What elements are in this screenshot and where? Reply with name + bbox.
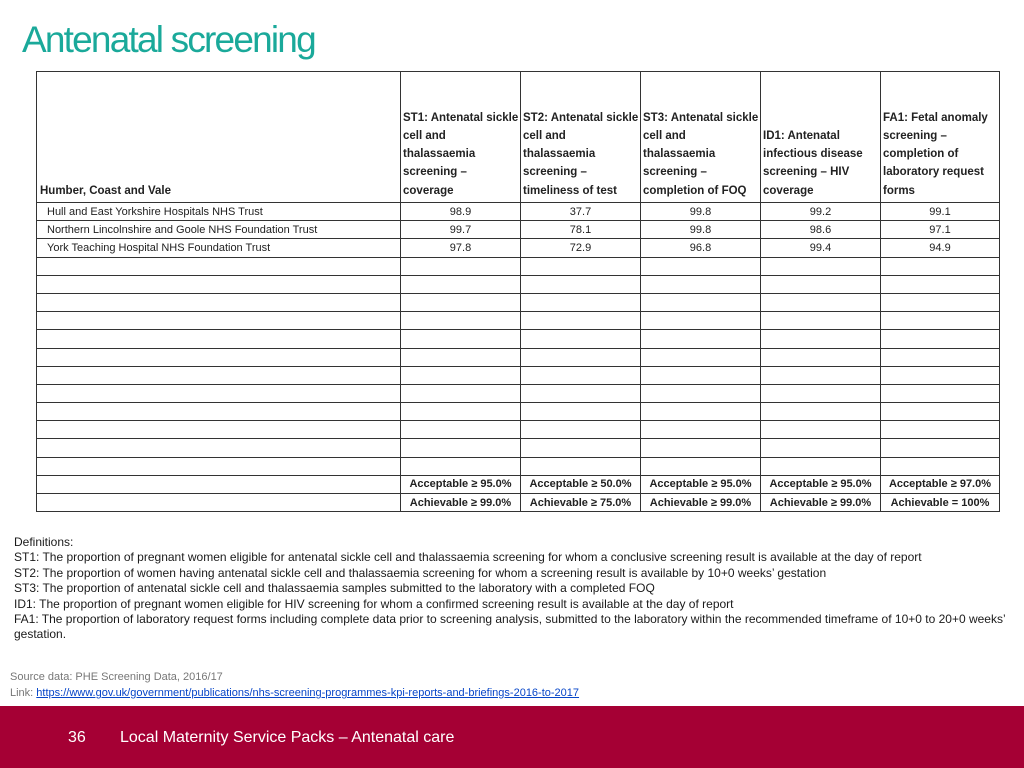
empty-row — [37, 348, 1000, 366]
acceptable-st2: Acceptable ≥ 50.0% — [521, 475, 641, 493]
fa1-value: 94.9 — [881, 239, 1000, 257]
column-header-st2: ST2: Antenatal sickle cell and thalassaemia screening – timeliness of test — [521, 72, 641, 203]
st1-value: 98.9 — [401, 203, 521, 221]
st2-value: 37.7 — [521, 203, 641, 221]
trust-name: Hull and East Yorkshire Hospitals NHS Trust — [37, 203, 401, 221]
table-row — [37, 239, 1000, 257]
achievable-threshold-row — [37, 494, 1000, 512]
achievable-fa1: Achievable = 100% — [881, 494, 1000, 512]
st2-value: 78.1 — [521, 221, 641, 239]
table-row — [37, 221, 1000, 239]
definitions — [14, 535, 1014, 643]
st3-value: 99.8 — [641, 203, 761, 221]
definition-st2: ST2: The proportion of women having antenatal sickle cell and thalassaemia screening for whom a screening result is available by 10+0 weeks’ gestation — [14, 565, 827, 580]
column-header-fa1: FA1: Fetal anomaly screening – completion of laboratory request forms — [881, 72, 1000, 203]
acceptable-st3: Acceptable ≥ 95.0% — [641, 475, 761, 493]
achievable-st3: Achievable ≥ 99.0% — [641, 494, 761, 512]
footer-bar — [0, 706, 1024, 768]
source-link[interactable]: https://www.gov.uk/government/publications/nhs-screening-programmes-kpi-reports-and-briefings-2016-to-2017 — [36, 687, 580, 699]
empty-row — [37, 257, 1000, 275]
definition-st3: ST3: The proportion of antenatal sickle cell and thalassaemia samples submitted to the laboratory with a completed FOQ — [14, 581, 655, 596]
fa1-value: 97.1 — [881, 221, 1000, 239]
empty-row — [37, 439, 1000, 457]
definition-st1: ST1: The proportion of pregnant women eligible for antenatal sickle cell and thalassaemia screening for whom a conclusive screening result is available at the day of report — [14, 550, 922, 565]
empty-row — [37, 457, 1000, 475]
empty-row — [37, 312, 1000, 330]
achievable-id1: Achievable ≥ 99.0% — [761, 494, 881, 512]
region-header: Humber, Coast and Vale — [37, 72, 401, 203]
kpi-table — [36, 71, 1000, 512]
trust-name: York Teaching Hospital NHS Foundation Trust — [37, 239, 401, 257]
acceptable-st1: Acceptable ≥ 95.0% — [401, 475, 521, 493]
fa1-value: 99.1 — [881, 203, 1000, 221]
st3-value: 99.8 — [641, 221, 761, 239]
st1-value: 99.7 — [401, 221, 521, 239]
trust-name: Northern Lincolnshire and Goole NHS Foundation Trust — [37, 221, 401, 239]
id1-value: 99.4 — [761, 239, 881, 257]
empty-row — [37, 293, 1000, 311]
footer-title: Local Maternity Service Packs – Antenatal care — [120, 729, 455, 746]
empty-row — [37, 384, 1000, 402]
link-label: Link: — [10, 687, 37, 699]
empty-row — [37, 403, 1000, 421]
column-header-st1: ST1: Antenatal sickle cell and thalassaemia screening – coverage — [401, 72, 521, 203]
st3-value: 96.8 — [641, 239, 761, 257]
source-block — [10, 669, 579, 701]
definition-id1: ID1: The proportion of pregnant women eligible for HIV screening for whom a confirmed screening result is available at the day of report — [14, 596, 734, 611]
source-text: Source data: PHE Screening Data, 2016/17 — [10, 671, 223, 683]
definitions-heading: Definitions: — [14, 535, 74, 549]
st2-value: 72.9 — [521, 239, 641, 257]
table-row — [37, 203, 1000, 221]
acceptable-threshold-row — [37, 475, 1000, 493]
acceptable-fa1: Acceptable ≥ 97.0% — [881, 475, 1000, 493]
id1-value: 99.2 — [761, 203, 881, 221]
achievable-st2: Achievable ≥ 75.0% — [521, 494, 641, 512]
definition-fa1: FA1: The proportion of laboratory request forms including complete data prior to screening analysis, submitted to the laboratory within the recommended timeframe of 10+0 to 20+0 weeks’ gestation. — [14, 612, 1006, 642]
acceptable-id1: Acceptable ≥ 95.0% — [761, 475, 881, 493]
empty-row — [37, 421, 1000, 439]
source-link-line — [10, 685, 579, 701]
empty-row — [37, 366, 1000, 384]
column-header-st3: ST3: Antenatal sickle cell and thalassaemia screening – completion of FOQ — [641, 72, 761, 203]
empty-row — [37, 275, 1000, 293]
table-header-row — [37, 72, 1000, 203]
column-header-id1: ID1: Antenatal infectious disease screening – HIV coverage — [761, 72, 881, 203]
id1-value: 98.6 — [761, 221, 881, 239]
achievable-st1: Achievable ≥ 99.0% — [401, 494, 521, 512]
page-title: Antenatal screening — [22, 19, 315, 60]
page-number: 36 — [68, 729, 86, 746]
empty-row — [37, 330, 1000, 348]
st1-value: 97.8 — [401, 239, 521, 257]
